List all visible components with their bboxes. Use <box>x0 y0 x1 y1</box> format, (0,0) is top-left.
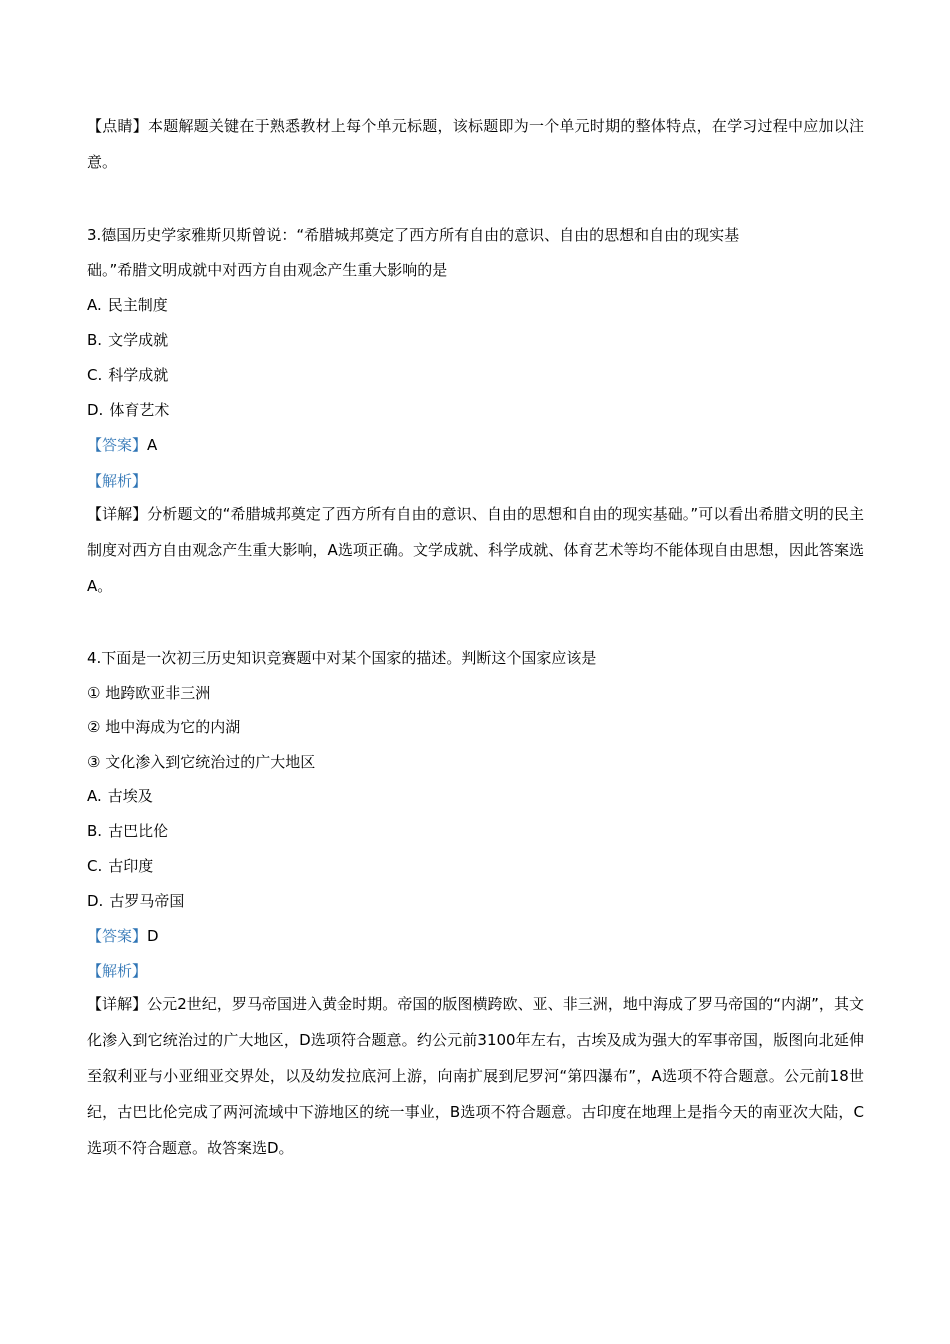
q4-option-c <box>87 856 153 876</box>
q3-option-a <box>87 295 168 315</box>
q4-item-1: ① 地跨欧亚非三洲 <box>87 684 211 702</box>
q4-option-a <box>87 786 153 806</box>
q4-stem: 4.下面是一次初三历史知识竞赛题中对某个国家的描述。判断这个国家应该是 <box>87 649 597 667</box>
q3-stem-line-2: 础。”希腊文明成就中对西方自由观念产生重大影响的是 <box>87 261 448 279</box>
option-letter: B. <box>87 331 103 349</box>
option-text: 古巴比伦 <box>108 822 169 840</box>
q3-stem-line-1: 3.德国历史学家雅斯贝斯曾说：“希腊城邦奠定了西方所有自由的意识、自由的思想和自由的现实基 <box>87 226 740 244</box>
option-text: 科学成就 <box>108 366 169 384</box>
option-letter: A. <box>87 296 102 314</box>
q4-answer <box>87 926 159 946</box>
answer-value: A <box>147 436 158 454</box>
option-letter: B. <box>87 822 103 840</box>
option-text: 古埃及 <box>107 787 153 805</box>
q4-analysis-label: 【解析】 <box>87 962 148 980</box>
q3-analysis-label: 【解析】 <box>87 472 148 490</box>
option-text: 民主制度 <box>107 296 168 314</box>
answer-value: D <box>147 927 159 945</box>
q4-item-2: ② 地中海成为它的内湖 <box>87 718 241 736</box>
option-letter: C. <box>87 366 103 384</box>
q3-option-c <box>87 365 168 385</box>
answer-label: 【答案】 <box>87 436 148 454</box>
option-letter: D. <box>87 401 104 419</box>
option-letter: A. <box>87 787 102 805</box>
q4-option-d <box>87 891 184 911</box>
option-text: 文学成就 <box>108 331 169 349</box>
q4-option-b <box>87 821 168 841</box>
q3-detail-paragraph: 【详解】分析题文的“希腊城邦奠定了西方所有自由的意识、自由的思想和自由的现实基础。”可以看出希腊文明的民主制度对西方自由观念产生重大影响，A选项正确。文学成就、科学成就、体育艺术等均不能体现自由思想，因此答案选A。 <box>87 505 864 595</box>
option-text: 古印度 <box>108 857 154 875</box>
q3-answer <box>87 435 157 455</box>
option-letter: C. <box>87 857 103 875</box>
option-text: 古罗马帝国 <box>109 892 185 910</box>
tip-paragraph: 【点睛】本题解题关键在于熟悉教材上每个单元标题，该标题即为一个单元时期的整体特点，在学习过程中应加以注意。 <box>87 117 864 171</box>
option-letter: D. <box>87 892 104 910</box>
q3-option-d <box>87 400 169 420</box>
answer-label: 【答案】 <box>87 927 148 945</box>
q3-option-b <box>87 330 168 350</box>
q4-detail-paragraph: 【详解】公元2世纪，罗马帝国进入黄金时期。帝国的版图横跨欧、亚、非三洲，地中海成了罗马帝国的“内湖”，其文化渗入到它统治过的广大地区，D选项符合题意。约公元前3100年左右，古埃及成为强大的军事帝国，版图向北延伸至叙利亚与小亚细亚交界处，以及幼发拉底河上游，向南扩展到尼罗河“第四瀑布”，A选项不符合题意。公元前18世纪，古巴比伦完成了两河流域中下游地区的统一事业，B选项不符合题意。古印度在地理上是指今天的南亚次大陆，C选项不符合题意。故答案选D。 <box>87 995 864 1157</box>
q4-item-3: ③ 文化渗入到它统治过的广大地区 <box>87 753 316 771</box>
option-text: 体育艺术 <box>109 401 170 419</box>
